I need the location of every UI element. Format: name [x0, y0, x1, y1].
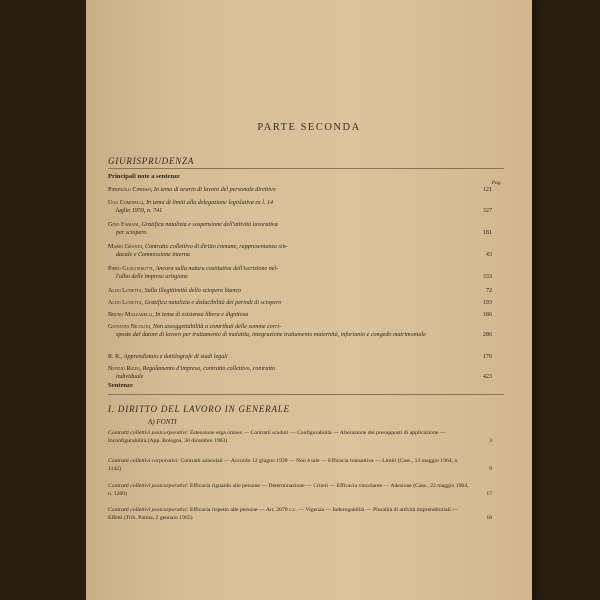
divider: [108, 394, 504, 395]
note-title-cont: l'albo delle imprese artigiane: [116, 274, 188, 281]
note-title: Apprendistato e dattilografe di studi legali: [123, 354, 228, 360]
note-title: In tema di esistenza libera e dignitosa: [155, 312, 249, 318]
section-title: GIURISPRUDENZA: [108, 156, 195, 166]
note-title: Non assoggettabilità a contributi delle somme corri-: [152, 324, 282, 330]
decision-head: Contratti collettivi postcorporativi:: [108, 507, 189, 513]
note-page: 286: [482, 332, 492, 339]
note-title-cont: individuale: [116, 374, 144, 381]
note-author: Aldo Lunetta,: [108, 288, 144, 294]
note-author: Ugo Cominelli,: [108, 200, 145, 206]
note-entry: [108, 243, 504, 260]
note-page: 333: [482, 274, 492, 281]
decision-head: Contratti collettivi postcorporativi:: [108, 430, 189, 436]
decision-text: Efficacia rispetto alle persone — Art. 2070 c.c. — Vigenza — Inderogabilità — Pluralità di attività imprenditoriali — Effetti (Trib. Parma, 2 gennaio 1965): [108, 507, 458, 521]
note-author: Piero Gualtierotti,: [108, 266, 155, 272]
decision-entry: [108, 458, 504, 474]
decision-text: Contratti aziendali — Accordo 12 giugno 1939 — Non è tale — Efficacia transattiva — Limiti (Cass., 13 maggio 1964, n. 1142): [108, 458, 459, 472]
note-page: 72: [485, 288, 492, 294]
page-column-label: Pag.: [491, 180, 502, 186]
note-title-cont: sposte dal datore di lavoro per trattamento di malattia, integrazione trattamento maternità, infortunio e congedo matrimoniale: [116, 332, 426, 339]
decision-entry: [108, 430, 504, 446]
note-author: Gino Fabiani,: [108, 222, 140, 228]
note-title-cont: luglio 1959, n. 741: [116, 208, 163, 215]
note-author: Mario Grandi,: [108, 244, 144, 250]
note-title: Gratifica natalizia e sospensione dell'attività lavorativa: [141, 222, 278, 228]
decision-page: 17: [486, 490, 492, 497]
note-title: Regolamento d'impresa, contratto collettivo, contratto: [142, 366, 276, 372]
decision-entry: [108, 507, 504, 523]
decision-entry: [108, 483, 504, 499]
note-author: Bruno Mazzarelli,: [108, 312, 154, 318]
note-title-cont: dacale e Commissione interna: [116, 252, 190, 259]
decision-page: 3: [489, 437, 492, 444]
decision-head: Contratti collettivi postcorporativi:: [108, 483, 189, 489]
note-author: Aldo Lunetta,: [108, 300, 144, 306]
note-author: Nunzio Rizzo,: [108, 366, 142, 372]
note-entry: [108, 199, 504, 216]
note-title: Sulla illegittimità dello sciopero bianco: [144, 288, 242, 294]
book-page: [86, 0, 532, 600]
note-page: 193: [482, 300, 492, 306]
divider: [108, 168, 504, 169]
note-entry: [108, 221, 504, 238]
decision-head: Contratti collettivi corporativi:: [108, 458, 180, 464]
note-title: In tema di limiti alla delegazione legislativa ex l. 14: [146, 200, 274, 206]
note-title-cont: per sciopero: [116, 230, 147, 237]
note-page: 327: [482, 208, 492, 215]
note-author: Giovanni Nicolini,: [108, 324, 152, 330]
note-entry: [108, 353, 504, 361]
note-entry: [108, 186, 504, 194]
fonti-label: A) FONTI: [148, 418, 177, 426]
note-title: Contratto collettivo di diritto comune, rappresentanza sin-: [144, 244, 288, 250]
note-entry: [108, 311, 504, 319]
decision-page: 18: [486, 514, 492, 521]
note-author: R. R.,: [108, 354, 123, 360]
note-entry: [108, 287, 504, 295]
note-page: 121: [482, 187, 492, 193]
note-page: 423: [482, 374, 492, 381]
note-page: 176: [482, 354, 492, 360]
sentenze-heading: Sentenze: [108, 382, 133, 389]
section2-title: I. DIRITTO DEL LAVORO IN GENERALE: [108, 404, 290, 414]
note-entry: [108, 299, 504, 307]
note-title: Ancora sulla natura costitutiva dell'iscrizione nel-: [155, 266, 279, 272]
decision-page: 9: [489, 465, 492, 472]
note-entry: [108, 323, 504, 340]
note-author: Pierpaolo Cipressi,: [108, 187, 153, 193]
decision-text: Estensione erga omnes — Contratti scaduti — Configurabilità — Alterazione dei presupposti di applicazione — Inconfigurabilità (App. Bologna, 30 dicembre 1963): [108, 430, 446, 444]
note-title: Gratifica natalizia e deducibilità dei periodi di sciopero: [144, 300, 282, 306]
note-page: 43: [485, 252, 492, 259]
note-page: 186: [482, 312, 492, 318]
note-page: 181: [482, 230, 492, 237]
notes-heading: Principali note a sentenze: [108, 173, 180, 180]
note-title: In tema di orario di lavoro del personale direttivo: [153, 187, 276, 193]
note-entry: [108, 365, 504, 382]
part-title: PARTE SECONDA: [257, 122, 361, 133]
note-entry: [108, 265, 504, 282]
decision-text: Efficacia riguardo alle persone — Determinazione — Criteri — Efficacia vincolante — Adesione (Cass., 22 maggio 1964, n. 1260): [108, 483, 469, 497]
